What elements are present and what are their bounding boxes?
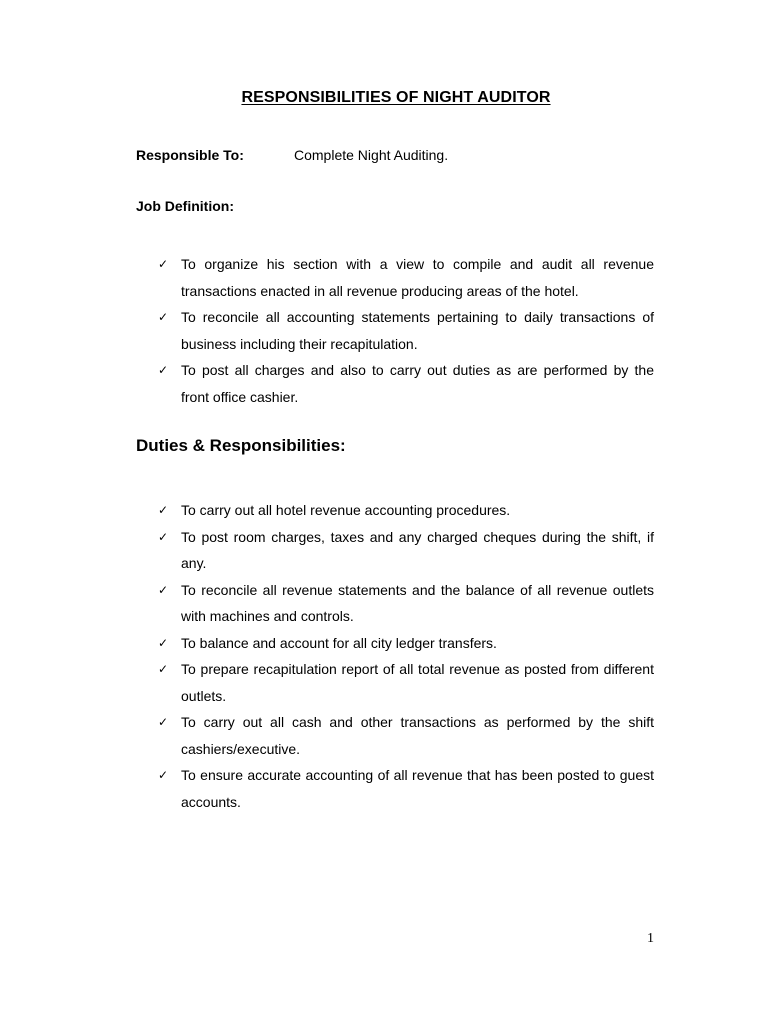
list-item <box>158 357 654 410</box>
page-number: 1 <box>647 931 654 946</box>
list-item <box>158 497 654 524</box>
list-item <box>158 709 654 762</box>
list-item <box>158 524 654 577</box>
checkmark-icon: ✓ <box>158 363 169 377</box>
responsible-to-value: Complete Night Auditing. <box>294 147 449 163</box>
list-item <box>158 251 654 304</box>
checkmark-icon: ✓ <box>158 715 169 729</box>
list-item-text: To post room charges, taxes and any charged cheques during the shift, if any. <box>181 528 654 571</box>
list-item-text: To reconcile all accounting statements pertaining to daily transactions of business including their recapitulation. <box>181 309 654 352</box>
list-item <box>158 304 654 357</box>
list-item-text: To organize his section with a view to compile and audit all revenue transactions enacted in all revenue producing areas of the hotel. <box>181 256 654 299</box>
duties-list <box>158 497 654 815</box>
page-title: RESPONSIBILITIES OF NIGHT AUDITOR <box>241 89 551 106</box>
list-item-text: To prepare recapitulation report of all total revenue as posted from different outlets. <box>181 661 654 704</box>
checkmark-icon: ✓ <box>158 503 169 517</box>
job-definition-list <box>158 251 654 410</box>
list-item-text: To ensure accurate accounting of all revenue that has been posted to guest accounts. <box>181 767 654 810</box>
job-definition-label: Job Definition: <box>136 198 234 214</box>
checkmark-icon: ✓ <box>158 662 169 676</box>
list-item-text: To carry out all hotel revenue accounting procedures. <box>181 502 511 518</box>
checkmark-icon: ✓ <box>158 582 169 597</box>
checkmark-icon: ✓ <box>158 768 169 782</box>
list-item-text: To post all charges and also to carry out duties as are performed by the front office cashier. <box>181 362 654 405</box>
checkmark-icon: ✓ <box>158 529 169 544</box>
checkmark-icon: ✓ <box>158 257 169 271</box>
list-item-text: To carry out all cash and other transactions as performed by the shift cashiers/executive. <box>181 714 654 757</box>
checkmark-icon: ✓ <box>158 635 169 650</box>
list-item <box>158 630 654 657</box>
list-item-text: To balance and account for all city ledger transfers. <box>181 634 497 651</box>
list-item <box>158 656 654 709</box>
duties-heading: Duties & Responsibilities: <box>136 436 346 455</box>
list-item <box>158 577 654 630</box>
checkmark-icon: ✓ <box>158 310 169 324</box>
list-item-text: To reconcile all revenue statements and the balance of all revenue outlets with machines and controls. <box>181 581 654 624</box>
responsible-to-label: Responsible To: <box>136 147 244 163</box>
list-item <box>158 762 654 815</box>
